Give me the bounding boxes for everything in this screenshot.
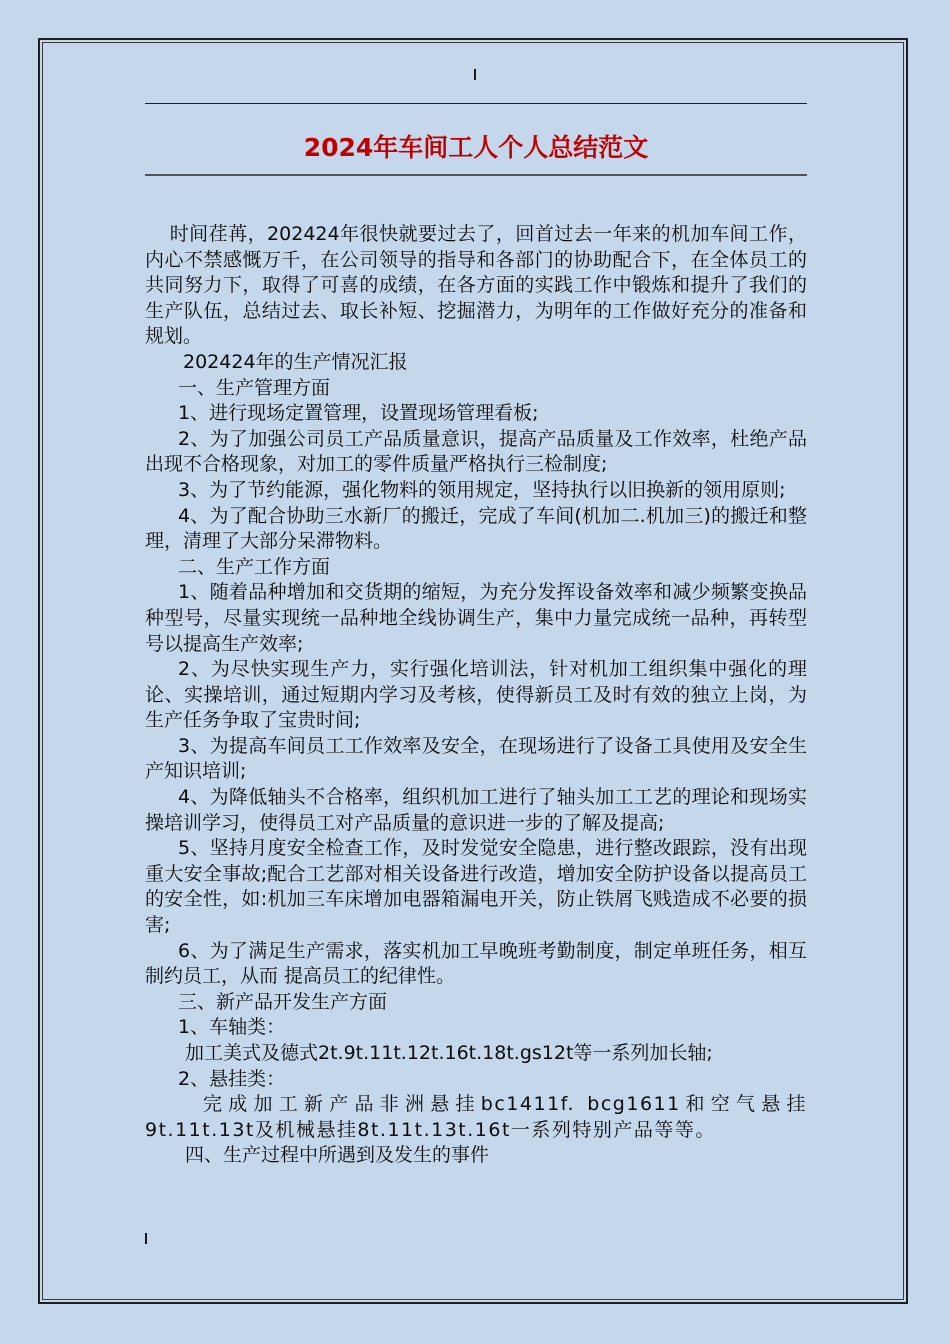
list-item: 3、为提高车间员工工作效率及安全，在现场进行了设备工具使用及安全生产知识培训; <box>145 734 807 783</box>
list-item: 3、为了节约能源，强化物料的领用规定，坚持执行以旧换新的领用原则; <box>178 478 786 501</box>
list-item: 4、为降低轴头不合格率，组织机加工进行了轴头加工工艺的理论和现场实操培训学习，使得员工对产品质量的意识进一步的了解及提高; <box>145 786 807 834</box>
list-item: 加工美式及德式2t.9t.11t.12t.16t.18t.gs12t等一系列加长轴; <box>185 1042 713 1064</box>
paragraph-intro: 时间荏苒，202424年很快就要过去了，回首过去一年来的机加车间工作，内心不禁感慨万千，在公司领导的指导和各部门的协助配合下，在全体员工的共同努力下，取得了可喜的成绩，在各方面的实践工作中锻炼和提升了我们的生产队伍，总结过去、取长补短、挖掘潜力，为明年的工作做好充分的准备和规划。 <box>145 223 807 348</box>
document-title: 2024年车间工人个人总结范文 <box>303 133 649 162</box>
list-item: 完成加工新产品非洲悬挂bc1411f. bcg1611和空气悬挂9t.11t.13t及机械悬挂8t.11t.13t.16t一系列特别产品等等。 <box>145 1093 807 1141</box>
header-rule <box>145 103 807 104</box>
list-item: 1、车轴类： <box>178 1016 286 1039</box>
section-heading: 三、新产品开发生产方面 <box>178 990 388 1013</box>
section-heading: 四、生产过程中所遇到及发生的事件 <box>185 1144 490 1167</box>
footer-mark <box>145 1233 147 1244</box>
section-heading: 202424年的生产情况汇报 <box>183 350 408 373</box>
list-item: 2、为尽快实现生产力，实行强化培训法，针对机加工组织集中强化的理论、实操培训，通过短期内学习及考核，使得新员工及时有效的独立上岗，为生产任务争取了宝贵时间; <box>145 658 807 732</box>
list-item: 6、为了满足生产需求，落实机加工早晚班考勤制度，制定单班任务，相互制约员工，从而 提高员工的纪律性。 <box>145 939 807 988</box>
list-item: 4、为了配合协助三水新厂的搬迁，完成了车间(机加二.机加三)的搬迁和整理，清理了大部分呆滞物料。 <box>145 504 807 553</box>
header-mark <box>474 69 476 80</box>
list-item: 2、悬挂类： <box>178 1067 286 1090</box>
list-item: 1、进行现场定置管理，设置现场管理看板; <box>178 402 539 425</box>
list-item: 5、坚持月度安全检查工作，及时发觉安全隐患，进行整改跟踪，没有出现重大安全事故;配合工艺部对相关设备进行改造，增加安全防护设备以提高员工的安全性，如:机加三车床增加电器箱漏电开关，防止铁屑飞贱造成不必要的损害; <box>145 837 807 937</box>
list-item: 1、随着品种增加和交货期的缩短，为充分发挥设备效率和减少频繁变换品种型号，尽量实现统一品种地全线协调生产，集中力量完成统一品种，再转型号以提高生产效率; <box>145 581 807 655</box>
title-rule <box>145 174 807 176</box>
section-heading: 二、生产工作方面 <box>178 555 331 578</box>
section-heading: 一、生产管理方面 <box>178 376 331 399</box>
list-item: 2、为了加强公司员工产品质量意识，提高产品质量及工作效率，杜绝产品出现不合格现象，对加工的零件质量严格执行三检制度; <box>145 427 807 476</box>
document-body <box>145 222 807 1169</box>
